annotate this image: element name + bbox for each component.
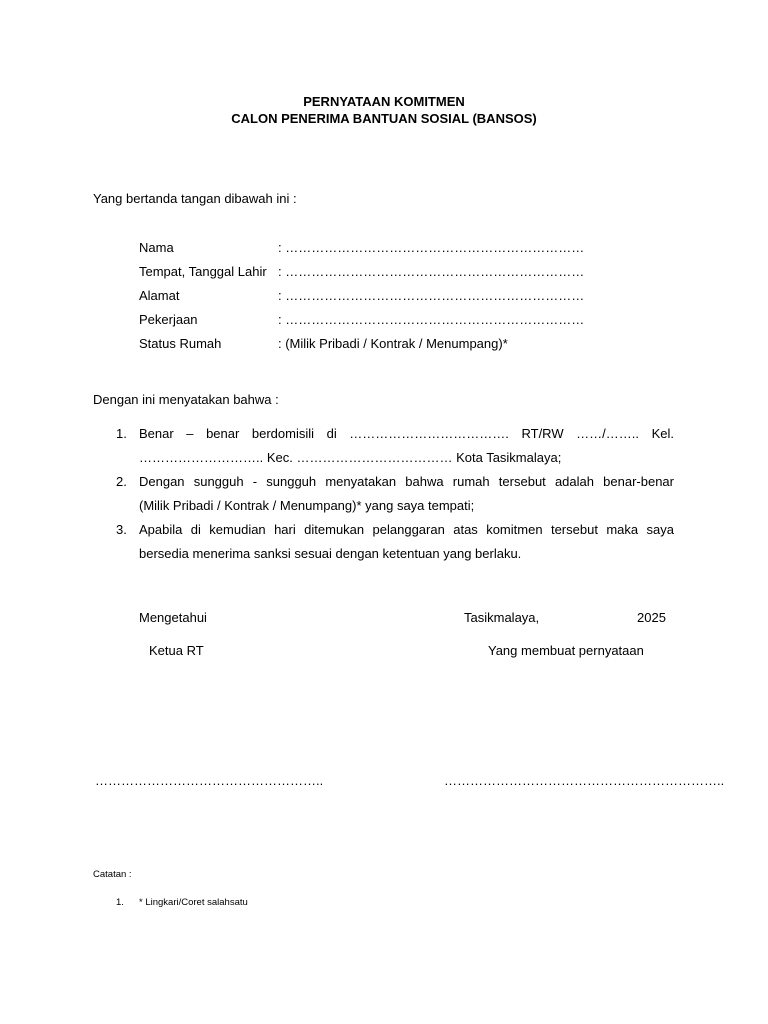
signature-left-line: ……………………………………………..: [95, 773, 324, 788]
signature-right-role: Yang membuat pernyataan: [488, 643, 644, 658]
document-title-line1: PERNYATAAN KOMITMEN: [303, 94, 465, 109]
list-item-line: (Milik Pribadi / Kontrak / Menumpang)* yang saya tempati;: [139, 498, 475, 513]
list-item-line: bersedia menerima sanksi sesuai dengan ketentuan yang berlaku.: [139, 546, 522, 561]
field-value-tempat-tanggal-lahir: : ……………………………………………………………: [278, 264, 585, 279]
signature-left-heading: Mengetahui: [139, 610, 207, 625]
field-label-pekerjaan: Pekerjaan: [139, 312, 198, 327]
notes-item-text: * Lingkari/Coret salahsatu: [139, 897, 248, 908]
signature-year: 2025: [637, 610, 666, 625]
field-label-alamat: Alamat: [139, 288, 180, 303]
signature-place: Tasikmalaya,: [464, 610, 540, 625]
list-item-number: 2.: [116, 474, 127, 489]
signature-left-role: Ketua RT: [149, 643, 204, 658]
field-value-alamat: : ……………………………………………………………: [278, 288, 585, 303]
field-label-tempat-tanggal-lahir: Tempat, Tanggal Lahir: [139, 264, 267, 279]
field-value-pekerjaan: : ……………………………………………………………: [278, 312, 585, 327]
list-item-line: ……………………….. Kec. ……………………………… Kota Tasikmalaya;: [139, 450, 562, 465]
statement-intro: Dengan ini menyatakan bahwa :: [93, 392, 279, 407]
document-title-line2: CALON PENERIMA BANTUAN SOSIAL (BANSOS): [231, 111, 537, 126]
list-item-number: 3.: [116, 522, 127, 537]
list-item-number: 1.: [116, 426, 127, 441]
notes-item-number: 1.: [116, 897, 124, 908]
intro-text: Yang bertanda tangan dibawah ini :: [93, 191, 297, 206]
field-value-status-rumah: : (Milik Pribadi / Kontrak / Menumpang)*: [278, 336, 508, 351]
field-label-status-rumah: Status Rumah: [139, 336, 222, 351]
list-item-line: Benar – benar berdomisili di ………………………………. RT/RW ……/…….. Kel.: [139, 426, 674, 441]
field-label-nama: Nama: [139, 240, 174, 255]
signature-right-line: ………………………………………………………..: [444, 773, 725, 788]
list-item-line: Dengan sungguh - sungguh menyatakan bahwa rumah tersebut adalah benar-benar: [139, 474, 674, 489]
notes-heading: Catatan :: [93, 869, 132, 880]
field-value-nama: : ……………………………………………………………: [278, 240, 585, 255]
list-item-line: Apabila di kemudian hari ditemukan pelanggaran atas komitmen tersebut maka saya: [139, 522, 674, 537]
